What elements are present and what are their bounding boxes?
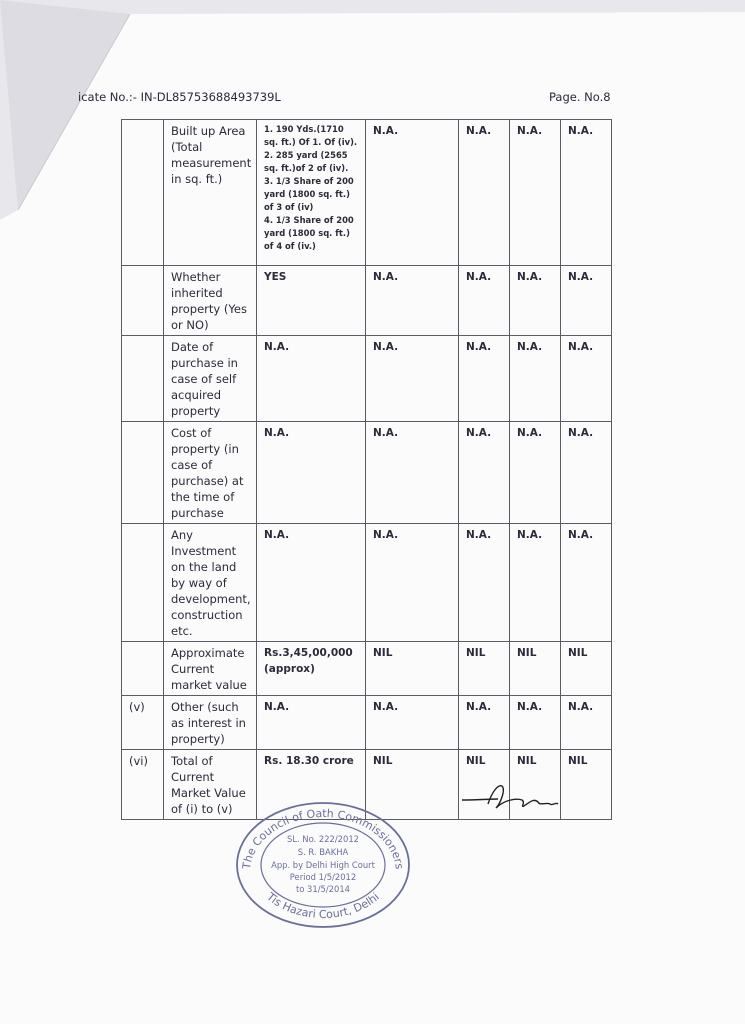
value-cell: Rs. 18.30 crore — [257, 750, 366, 820]
value-cell: N.A. — [459, 524, 510, 642]
value-cell: N.A. — [257, 524, 366, 642]
serial-cell — [122, 266, 164, 336]
label-cell: Date of purchase in case of self acquired property — [164, 336, 257, 422]
value-cell: N.A. — [366, 266, 459, 336]
value-cell: N.A. — [366, 524, 459, 642]
label-cell: Approximate Current market value — [164, 642, 257, 696]
stamp-line: S. R. BAKHA — [297, 847, 349, 857]
label-cell: Other (such as interest in property) — [164, 696, 257, 750]
serial-cell — [122, 120, 164, 266]
label-cell: Total of Current Market Value of (i) to (v) — [164, 750, 257, 820]
label-cell: Any Investment on the land by way of development, construction etc. — [164, 524, 257, 642]
value-cell: N.A. — [459, 422, 510, 524]
stamp-bottom-arc: Tis Hazari Court, Delhi — [264, 890, 382, 922]
label-cell: Whether inherited property (Yes or NO) — [164, 266, 257, 336]
value-cell: NIL — [459, 642, 510, 696]
value-cell: N.A. — [366, 120, 459, 266]
table-row — [122, 422, 612, 524]
table-row — [122, 524, 612, 642]
stamp-top-arc: The Council of Oath Commissioners — [240, 806, 406, 870]
serial-cell — [122, 422, 164, 524]
serial-cell: (v) — [122, 696, 164, 750]
stamp-line: Period 1/5/2012 — [289, 872, 357, 882]
value-cell: N.A. — [366, 696, 459, 750]
value-cell: NIL — [510, 750, 561, 820]
value-cell: N.A. — [257, 696, 366, 750]
value-cell: NIL — [561, 642, 612, 696]
value-cell: 1. 190 Yds.(1710 sq. ft.) Of 1. Of (iv). 2. 285 yard (2565 sq. ft.)of 2 of (iv). 3. 1/3 Share of 200 yard (1800 sq. ft.) of 3 of (iv) 4. 1/3 Share of 200 yard (1800 sq. ft.) of 4 of (iv.) — [257, 120, 366, 266]
value-cell: N.A. — [561, 422, 612, 524]
serial-cell: (vi) — [122, 750, 164, 820]
property-details-table — [121, 119, 612, 820]
serial-cell — [122, 524, 164, 642]
value-cell: N.A. — [510, 336, 561, 422]
table-row — [122, 696, 612, 750]
label-cell: Cost of property (in case of purchase) at the time of purchase — [164, 422, 257, 524]
value-cell: NIL — [459, 750, 510, 820]
value-cell: N.A. — [366, 422, 459, 524]
value-cell: N.A. — [510, 120, 561, 266]
value-cell: NIL — [366, 750, 459, 820]
stamp-line: SL. No. 222/2012 — [287, 834, 359, 844]
value-cell: Rs.3,45,00,000 (approx) — [257, 642, 366, 696]
value-cell: N.A. — [459, 266, 510, 336]
value-cell: N.A. — [561, 336, 612, 422]
value-cell: NIL — [366, 642, 459, 696]
value-cell: N.A. — [257, 336, 366, 422]
stamp-line: App. by Delhi High Court — [271, 860, 375, 870]
value-cell: NIL — [510, 642, 561, 696]
value-cell: N.A. — [366, 336, 459, 422]
table-row — [122, 266, 612, 336]
value-cell: N.A. — [459, 120, 510, 266]
stamp-line: to 31/5/2014 — [295, 884, 351, 894]
value-cell: N.A. — [257, 422, 366, 524]
label-cell: Built up Area (Total measurement in sq. ft.) — [164, 120, 257, 266]
serial-cell — [122, 642, 164, 696]
value-cell: NIL — [561, 750, 612, 820]
value-cell: N.A. — [561, 266, 612, 336]
value-cell: YES — [257, 266, 366, 336]
value-cell: N.A. — [561, 696, 612, 750]
value-cell: N.A. — [510, 696, 561, 750]
value-cell: N.A. — [510, 524, 561, 642]
value-cell: N.A. — [459, 336, 510, 422]
table-row — [122, 336, 612, 422]
signature — [458, 778, 568, 818]
serial-cell — [122, 336, 164, 422]
page-number: Page. No.8 — [549, 90, 611, 104]
table-row — [122, 120, 612, 266]
table-row — [122, 642, 612, 696]
certificate-number: icate No.:- IN-DL85753688493739L — [78, 90, 281, 104]
svg-text:Tis Hazari Court, Delhi — [263, 890, 381, 921]
value-cell: N.A. — [459, 696, 510, 750]
value-cell: N.A. — [510, 422, 561, 524]
value-cell: N.A. — [561, 120, 612, 266]
value-cell: N.A. — [561, 524, 612, 642]
value-cell: N.A. — [510, 266, 561, 336]
oath-commissioner-stamp — [228, 800, 418, 930]
